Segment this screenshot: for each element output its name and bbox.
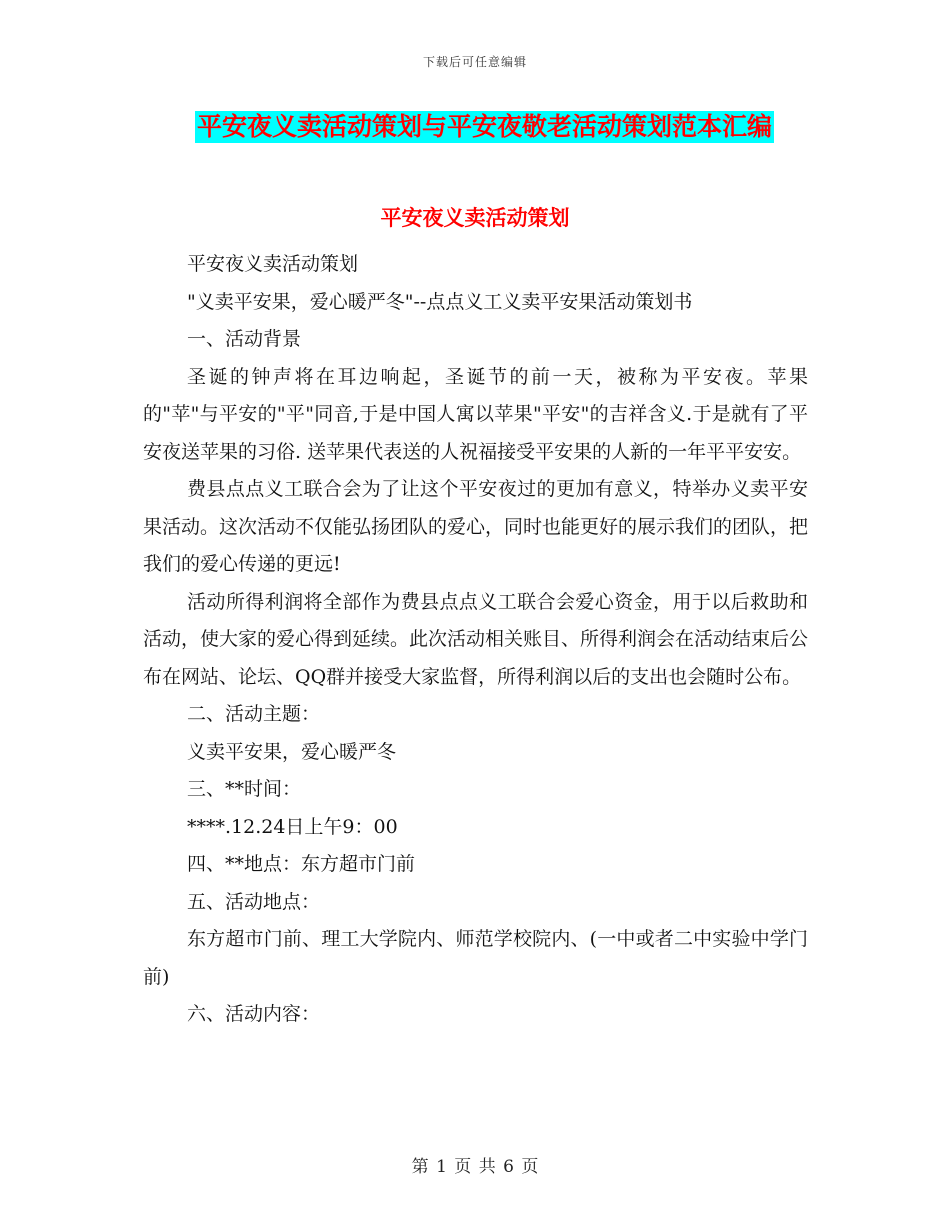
document-body xyxy=(143,246,808,1034)
plan-title-line: 平安夜义卖活动策划 xyxy=(187,253,359,275)
background-paragraph-3: 活动所得利润将全部作为费县点点义工联合会爱心资金，用于以后救助和活动，使大家的爱心得到延续。此次活动相关账目、所得利润会在活动结束后公布在网站、论坛、QQ群并接受大家监督，所得利润以后的支出也会随时公布。 xyxy=(143,590,809,688)
time-text: ****.12.24日上午9：00 xyxy=(187,815,398,838)
page-footer: 第 1 页 共 6 页 xyxy=(411,1157,539,1177)
section-title: 平安夜义卖活动策划 xyxy=(380,205,570,230)
slogan-line: "义卖平安果，爱心暖严冬"--点点义工义卖平安果活动策划书 xyxy=(187,290,693,313)
header-note: 下载后可任意编辑 xyxy=(422,55,527,69)
heading-time: 三、**时间： xyxy=(187,778,302,800)
heading-theme: 二、活动主题： xyxy=(187,703,321,725)
background-paragraph-1: 圣诞的钟声将在耳边响起，圣诞节的前一天，被称为平安夜。苹果的"苹"与平安的"平"同音,于是中国人寓以苹果"平安"的吉祥含义.于是就有了平安夜送苹果的习俗. 送苹果代表送的人祝福接受平安果的人新的一年平平安安。 xyxy=(143,365,808,463)
heading-background: 一、活动背景 xyxy=(187,328,302,350)
heading-content: 六、活动内容： xyxy=(187,1003,321,1025)
heading-location: 四、**地点：东方超市门前 xyxy=(187,853,416,875)
heading-venues: 五、活动地点： xyxy=(187,890,321,913)
background-paragraph-2: 费县点点义工联合会为了让这个平安夜过的更加有意义，特举办义卖平安果活动。这次活动不仅能弘扬团队的爱心，同时也能更好的展示我们的团队，把我们的爱心传递的更远! xyxy=(143,478,809,575)
document-title: 平安夜义卖活动策划与平安夜敬老活动策划范本汇编 xyxy=(197,112,773,141)
theme-text: 义卖平安果，爱心暖严冬 xyxy=(187,740,397,763)
venues-text: 东方超市门前、理工大学院内、师范学校院内、(一中或者二中实验中学门前) xyxy=(143,928,808,988)
